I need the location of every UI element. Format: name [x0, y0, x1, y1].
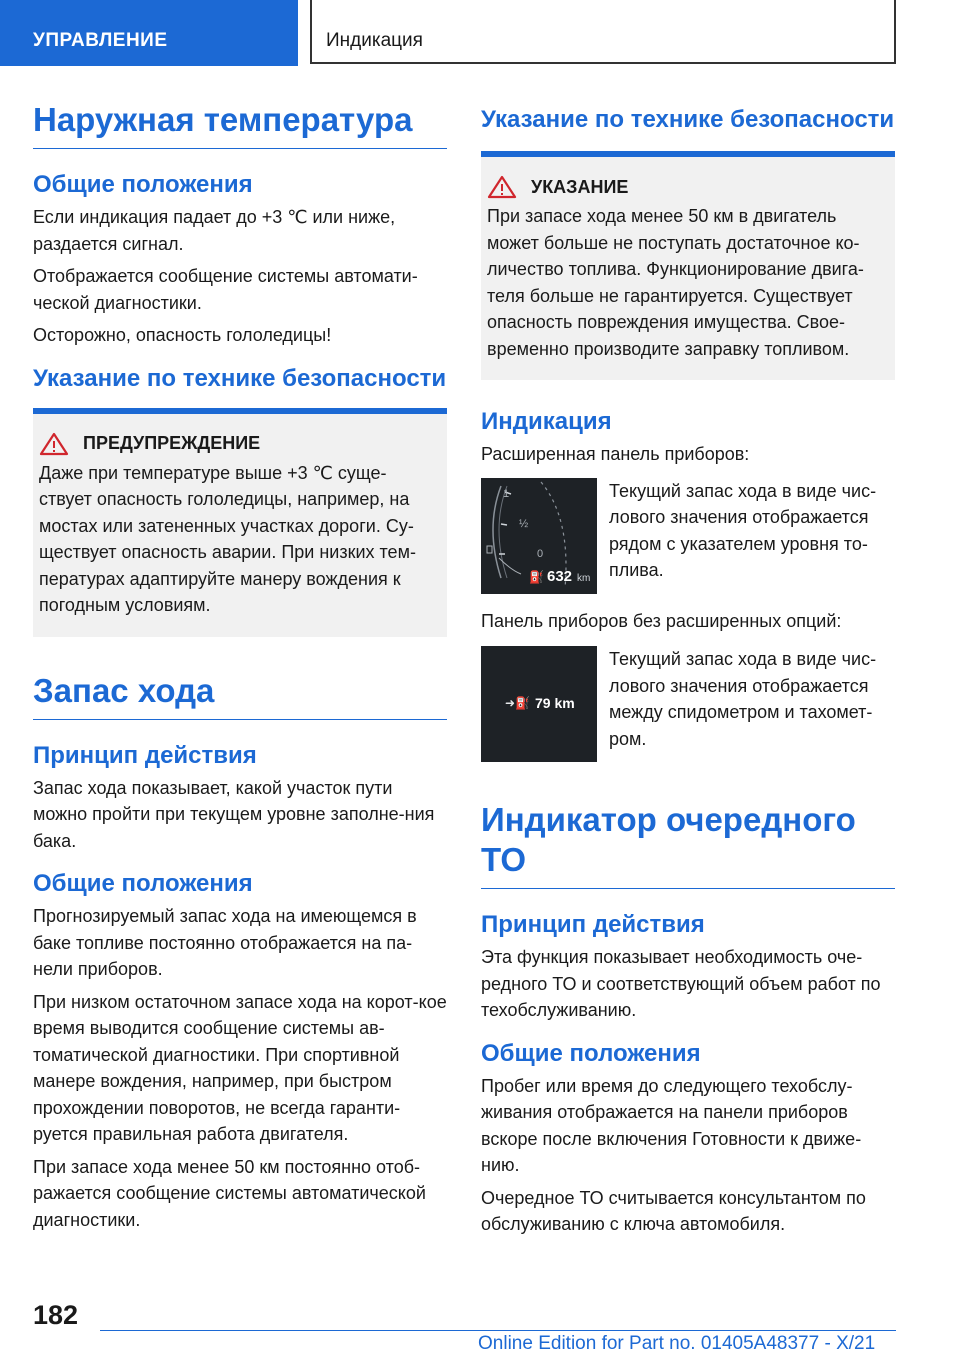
range-readout: 79 km	[535, 695, 575, 711]
notice-label: УКАЗАНИЕ	[531, 176, 629, 197]
fuel-tick-label: ½	[519, 517, 529, 530]
figure-row	[481, 646, 895, 762]
service-indicator-title: Индикатор очередного ТО	[481, 800, 895, 889]
extended-cluster-image	[481, 478, 597, 594]
warning-triangle-icon	[487, 175, 517, 199]
footer-divider	[100, 1330, 896, 1331]
principle-text: Эта функция показывает необходимость оче-редного ТО и соответствующий объем работ по техобслуживанию.	[481, 947, 881, 1020]
edition-link[interactable]: Online Edition for Part no. 01405A48377 - X/21	[478, 1333, 876, 1354]
warning-label: ПРЕДУПРЕЖДЕНИЕ	[83, 433, 261, 453]
notice-heading	[487, 175, 881, 199]
principle-title: Принцип действия	[33, 741, 257, 769]
warning-text: Даже при температуре выше +3 ℃ суще-ствует опасность гололедицы, например, на мостах или затененных участках дороги. Су-ществует опасность аварии. При низких тем-пературах адаптируйте манеру вождения к погодным условиям.	[39, 462, 416, 615]
general-title: Общие положения	[33, 870, 253, 897]
extended-description: Текущий запас хода в виде чис-лового значения отображается рядом с указателем уровня то-плива.	[609, 480, 877, 580]
safety-title: Указание по технике безопасности	[481, 106, 895, 133]
range-unit: km	[577, 572, 591, 584]
chapter-title: Индикация	[310, 0, 896, 64]
extended-panel-label: Расширенная панель приборов:	[481, 444, 750, 464]
general-paragraph: Пробег или время до следующего техобслу-живания отображается на панели приборов вскоре после включения Готовности к движе-нию.	[481, 1075, 862, 1175]
range-value: 632	[547, 567, 573, 585]
general-paragraph: Очередное ТО считывается консультантом по обслуживанию с ключа автомобиля.	[481, 1187, 866, 1234]
figure-row	[481, 478, 895, 594]
notice-text: При запасе хода менее 50 км в двигатель может больше не поступать достаточное ко-личество топлива. Функционирование двига-теля больше не гарантируется. Существует опасность повреждения имущества. Свое-временно производите заправку топливом.	[487, 206, 864, 359]
fuel-pump-icon: ⛽	[529, 569, 544, 584]
page-header	[0, 0, 960, 66]
ot-paragraph: Если индикация падает до +3 ℃ или ниже, раздается сигнал.	[33, 207, 396, 254]
warning-heading	[39, 432, 433, 456]
principle-text: Запас хода показывает, какой участок пути можно пройти при текущем уровне заполне-ния бака.	[33, 777, 435, 851]
general-title: Общие положения	[481, 1039, 701, 1067]
notice-box	[481, 151, 895, 380]
warning-triangle-icon	[39, 432, 69, 456]
page-number: 182	[33, 1300, 79, 1330]
left-column	[33, 100, 447, 1233]
general-paragraph: При низком остаточном запасе хода на корот-кое время выводится сообщение системы ав-томатической диагностики. При спортивной манере вождения, например, при быстром прохождении поворотов, не всегда гаранти-руется правильная работа двигателя.	[33, 991, 447, 1144]
safety-title: Указание по технике безопасности	[33, 364, 447, 392]
ot-general-title: Общие положения	[33, 171, 253, 198]
right-column	[481, 104, 895, 1238]
fuel-tick-label: 1	[503, 487, 510, 500]
general-paragraph: Прогнозируемый запас хода на имеющемся в баке топливе постоянно отображается на па-нели приборов.	[33, 906, 417, 979]
ot-paragraph: Осторожно, опасность гололедицы!	[33, 325, 332, 345]
basic-panel-label: Панель приборов без расширенных опций:	[481, 610, 842, 631]
principle-title: Принцип действия	[481, 911, 705, 938]
basic-cluster-image	[481, 646, 597, 762]
range-title: Запас хода	[33, 671, 447, 720]
fuel-tick-label: 0	[537, 547, 544, 560]
ot-paragraph: Отображается сообщение системы автомати-ческой диагностики.	[33, 266, 418, 313]
warning-box	[33, 408, 447, 637]
outside-temperature-title: Наружная температура	[33, 100, 447, 149]
basic-description: Текущий запас хода в виде чис-лового значения отображается между спидометром и тахомет-ром.	[609, 649, 877, 749]
general-paragraph: При запасе хода менее 50 км постоянно отоб-ражается сообщение системы автоматической диагностики.	[33, 1156, 426, 1230]
display-title: Индикация	[481, 408, 612, 435]
section-tab: УПРАВЛЕНИЕ	[0, 0, 298, 66]
range-arrow-icon: ➜⛽	[505, 696, 530, 710]
